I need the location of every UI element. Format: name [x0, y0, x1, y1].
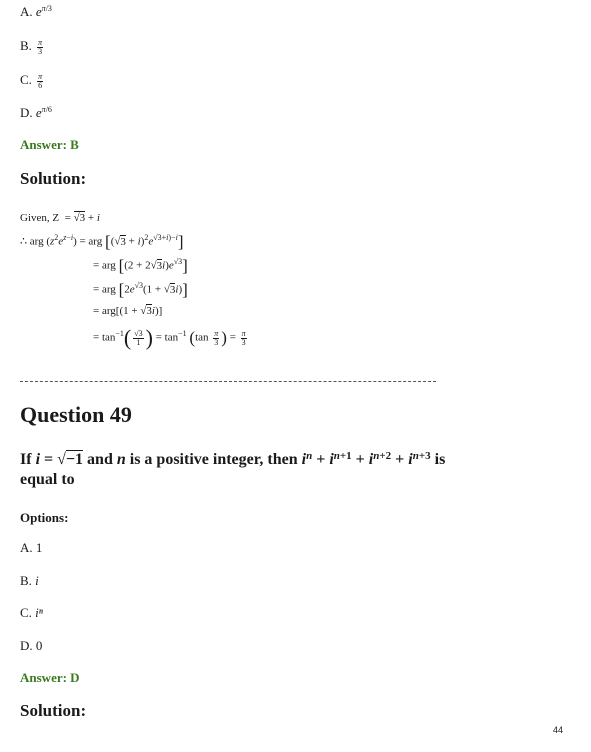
option-d-letter: D. [20, 105, 33, 120]
options-label: Options: [20, 510, 69, 525]
q49-option-c [20, 605, 43, 621]
solution-line-5: = arg[(1 + √3i)] [93, 305, 163, 317]
q49-option-a-letter: A. [20, 540, 33, 555]
q49-option-d-letter: D. [20, 638, 33, 653]
solution-line-6: = $\tan^{-1}$( $\frac{√3}{1}$ ) = $\tan^{-1} (\tan$ $\frac{\pi}{3}$ ) = $\frac{\pi}{3}$ [93, 325, 246, 350]
q49-option-c-letter: C. [20, 605, 32, 620]
option-b-letter: B. [20, 38, 32, 53]
section-divider [20, 381, 436, 382]
question-title: Question 49 [20, 402, 132, 427]
q49-answer: Answer: D [20, 670, 80, 685]
question-text-line-1: If i = √−1 and n is a positive integer, then $i^n + i^{n+1} + i^{n+2} + i^{n+3}$ is [20, 450, 446, 468]
option-a [20, 4, 52, 20]
solution-line-2: ∴ arg $(z^2e^{z-i})$ = arg $[(√3 + i)^2e^{√3+i)-i}]$ [20, 232, 184, 251]
option-c-expr: $\frac{\pi}{6}$ [38, 71, 43, 90]
option-a-letter: A. [20, 4, 33, 19]
page-number: 44 [553, 725, 564, 735]
q49-option-c-expr: iⁿ [35, 605, 43, 620]
solution-line-4: = arg $[2e^{√3}(1 + √3i)]$ [93, 280, 188, 299]
q49-option-d [20, 638, 42, 654]
prev-answer: Answer: B [20, 137, 79, 152]
option-d [20, 105, 52, 121]
solution-line-3: = arg $[(2 + 2√3i)e^{√3}]$ [93, 256, 188, 275]
q49-option-a-expr: 1 [35, 540, 43, 555]
option-d-expr: $e^{\pi/6}$ [35, 105, 52, 120]
question-text-line-2: equal to [20, 471, 75, 488]
q49-option-b-expr: i [35, 573, 39, 588]
solution-line-1: Given, Z = √3 + i [20, 212, 100, 224]
q49-option-b-letter: B. [20, 573, 32, 588]
q49-option-b [20, 573, 39, 589]
option-a-expr: $e^{\pi/3}$ [35, 4, 52, 19]
option-b [20, 38, 45, 56]
q49-option-a [20, 540, 42, 556]
q49-solution-heading: Solution: [20, 701, 87, 720]
option-c [20, 72, 45, 90]
prev-solution-heading: Solution: [20, 169, 87, 188]
option-b-expr: $\frac{\pi}{3}$ [38, 37, 43, 56]
q49-option-d-expr: 0 [35, 638, 43, 653]
option-c-letter: C. [20, 72, 32, 87]
